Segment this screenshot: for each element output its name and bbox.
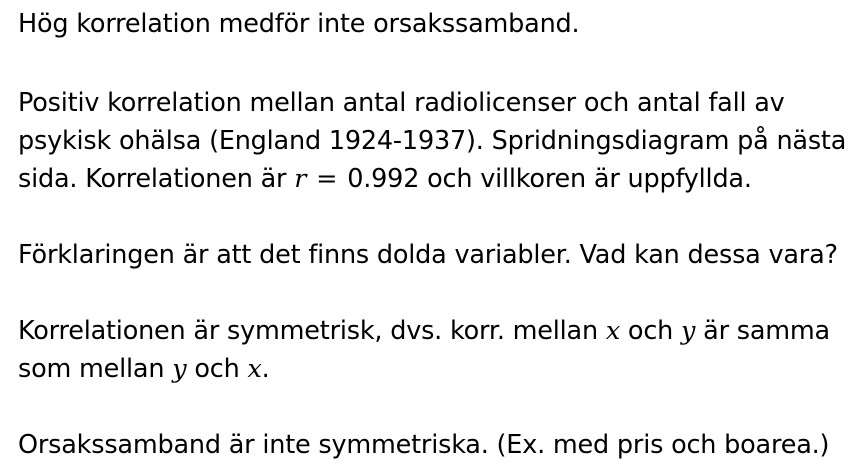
paragraph-radio-licenses-example (18, 84, 858, 198)
paragraph-2-line-1: Positiv korrelation mellan antal radiolicenser och antal fall av (18, 88, 785, 118)
text-segment: 0.992 och villkoren är uppfyllda. (347, 164, 752, 194)
text-segment: sida. Korrelationen är (18, 164, 295, 194)
paragraph-correlation-symmetric (18, 312, 858, 388)
math-equals-sign: = (308, 164, 346, 194)
math-variable-x: x (605, 316, 621, 346)
paragraph-5-line-1: Orsakssamband är inte symmetriska. (Ex. med pris och boarea.) (18, 430, 830, 460)
paragraph-4-line-1 (18, 312, 858, 350)
text-segment: som mellan (18, 354, 173, 384)
text-segment: Korrelationen är symmetrisk, dvs. korr. mellan (18, 316, 606, 346)
math-variable-x: x (247, 354, 262, 384)
paragraph-4-line-2 (18, 350, 858, 388)
text-segment: och (620, 316, 682, 346)
math-variable-y: y (681, 316, 696, 346)
math-variable-r: r (294, 164, 307, 194)
paragraph-3-line-1: Förklaringen är att det finns dolda variabler. Vad kan dessa vara? (18, 240, 838, 270)
text-segment: är samma (695, 316, 830, 346)
text-segment: . (261, 354, 270, 384)
paragraph-1-line-1: Hög korrelation medför inte orsakssamband. (18, 9, 580, 39)
paragraph-causation-not-symmetric (18, 426, 858, 464)
paragraph-hidden-variables (18, 236, 858, 274)
text-segment: och (186, 354, 248, 384)
paragraph-correlation-not-causation (18, 5, 858, 43)
paragraph-2-line-3 (18, 160, 858, 198)
math-variable-y: y (172, 354, 187, 384)
paragraph-2-line-2: psykisk ohälsa (England 1924-1937). Spridningsdiagram på nästa (18, 126, 847, 156)
